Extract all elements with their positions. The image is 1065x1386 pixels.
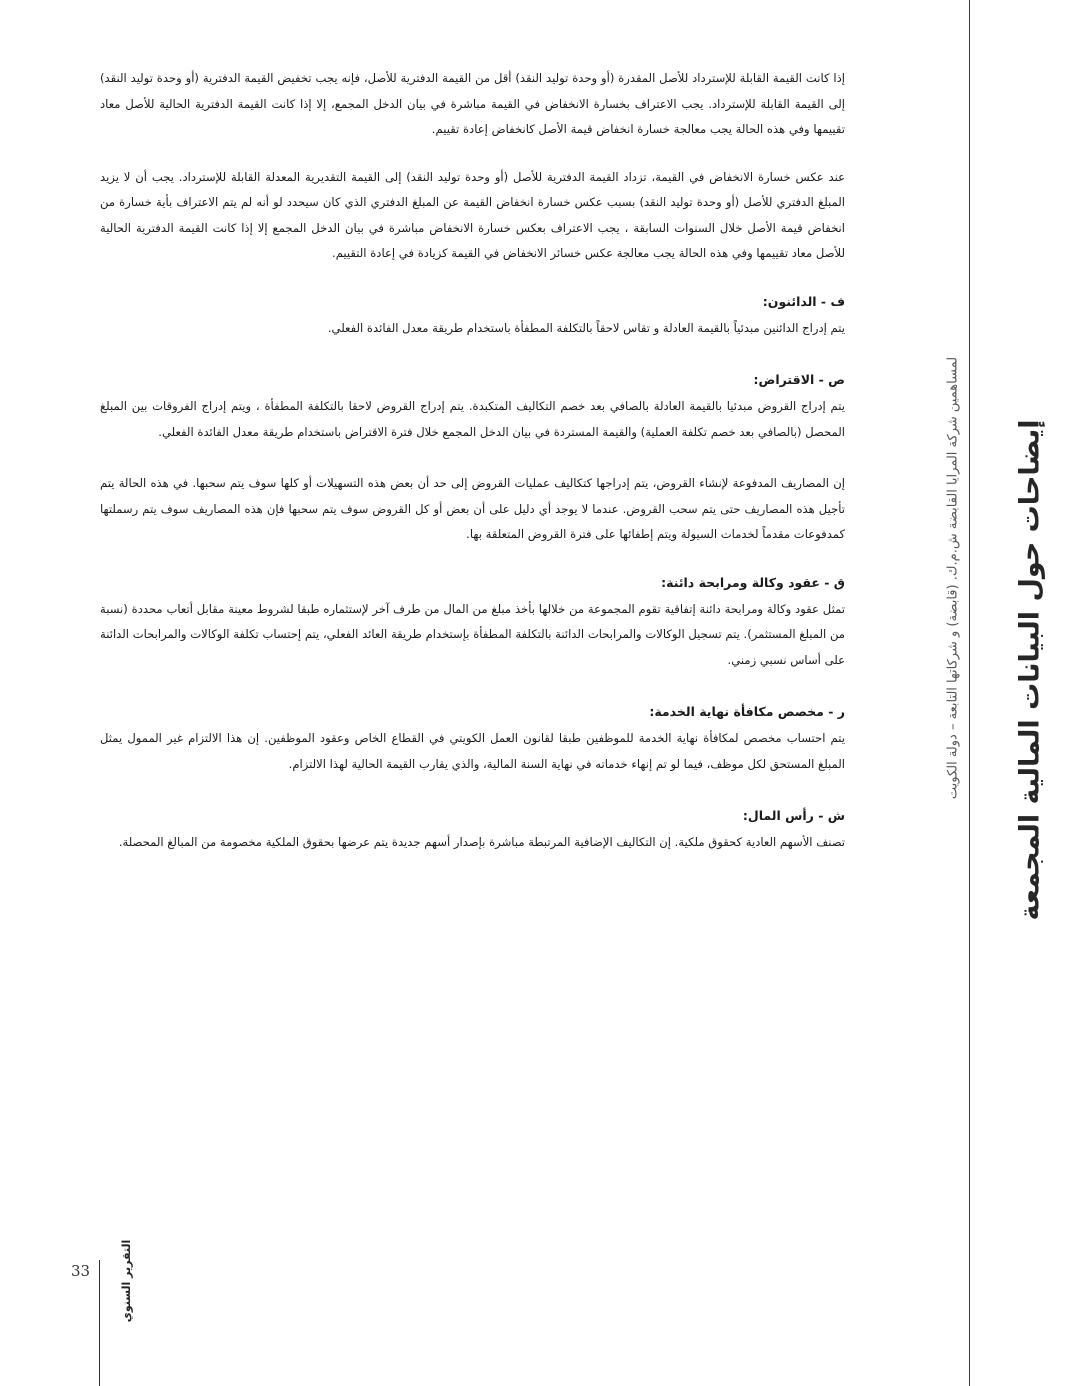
annual-report-label: التقرير السنوي	[120, 1239, 133, 1323]
paragraph: إن المصاريف المدفوعة لإنشاء القروض، يتم إدراجها كتكاليف عمليات القروض إلى حد أن بعض هذه التسهيلات أو كلها سوف يتم سحبها. في هذه الحالة يتم تأجيل هذه المصاريف حتى يتم سحب القروض. عندما لا يوجد أي دليل على أن بعض أو كل القروض سوف يتم سحبها فإن هذه المصاريف سوف يتم رسملتها كمدفوعات مقدماً لخدمات السيولة ويتم إطفائها على فترة القروض المتعلقة بها.	[100, 476, 845, 541]
paragraph: يتم إدراج الدائنين مبدئياً بالقيمة العادلة و تقاس لاحقاً بالتكلفة المطفأة باستخدام طريقة معدل الفائدة الفعلي.	[327, 320, 845, 335]
main-content	[100, 66, 845, 882]
section-heading: ف - الدائنون:	[762, 293, 845, 309]
paragraph: عند عكس خسارة الانخفاض في القيمة، تزداد القيمة الدفترية للأصل (أو وحدة توليد النقد) إلى القيمة التقديرية المعدلة القابلة للإسترداد. يجب أن لا يزيد المبلغ الدفتري للأصل (أو وحدة توليد النقد) بسبب عكس خسارة انخفاض القيمة عن المبلغ الدفتري الذي كان سيحدد لو أنه لم يتم الاعتراف بأية خسارة من انخفاض قيمة الأصل خلال السنوات السابقة ، يجب الاعتراف بعكس خسارة الانخفاض مباشرة في بيان الدخل المجمع إلا إذا كانت القيمة الدفترية الحالية للأصل معاد تقييمها وفي هذه الحالة يجب معالجة عكس خسائر الانخفاض في القيمة كزيادة في إعادة التقييم.	[100, 169, 845, 260]
side-title: إيضاحات حول البيانات المالية المجمعة	[1014, 419, 1046, 921]
paragraph: إذا كانت القيمة القابلة للإسترداد للأصل المقدرة (أو وحدة توليد النقد) أقل من القيمة الدفترية للأصل، فإنه يجب تخفيض القيمة الدفترية (أو وحدة توليد النقد) إلى القيمة القابلة للإسترداد. يجب الاعتراف بخسارة الانخفاض في القيمة مباشرة في بيان الدخل المجمع، إلا إذا كانت القيمة الدفترية الحالية للأصل معاد تقييمها وفي هذه الحالة يجب معالجة خسارة انخفاض قيمة الأصل كانخفاض إعادة تقييم.	[100, 71, 845, 136]
side-subtitle-band	[940, 0, 966, 1386]
paragraph: تصنف الأسهم العادية كحقوق ملكية. إن التكاليف الإضافية المرتبطة مباشرة بإصدار أسهم جديدة يتم عرضها بحقوق الملكية مخصومة من المبالغ المحصلة.	[118, 835, 845, 849]
section-heading: ش - رأس المال:	[742, 808, 845, 823]
section-wakala-murabaha	[100, 570, 845, 674]
section-borrowing	[100, 367, 845, 548]
section-impairment	[100, 66, 845, 267]
annual-report-logo	[110, 1239, 144, 1323]
side-title-band	[1000, 0, 1060, 1386]
section-end-of-service	[100, 699, 845, 777]
side-subtitle: لمساهمين شركة المرايا القابضة ش.م.ك. (قابضة) و شركاتها التابعة – دولة الكويت	[945, 356, 961, 800]
section-heading: ق - عقود وكالة ومرابحة دائنة:	[661, 574, 845, 590]
paragraph: يتم احتساب مخصص لمكافأة نهاية الخدمة للموظفين طبقا لقانون العمل الكويتي في القطاع الخاص وعقود الموظفين. إن هذا الالتزام غير الممول يمثل المبلغ المستحق لكل موظف، فيما لو تم إنهاء خدماته في نهاية السنة المالية، والذي يقارب القيمة الحالية لهذا الالتزام.	[100, 731, 845, 771]
section-creditors	[100, 289, 845, 342]
paragraph: يتم إدراج القروض مبدئيا بالقيمة العادلة بالصافي بعد خصم التكاليف المتكبدة. يتم إدراج القروض لاحقا بالتكلفة المطفأة ، ويتم إدراج الفروقات بين المبلغ المحصل (بالصافي بعد خصم تكلفة العملية) والقيمة المستردة في بيان الدخل المجمع خلال فترة الاقتراض باستخدام طريقة معدل الفائدة الفعلي.	[100, 399, 845, 439]
section-heading: ر - مخصص مكافأة نهاية الخدمة:	[649, 704, 845, 719]
paragraph: تمثل عقود وكالة ومرابحة دائنة إتفاقية تقوم المجموعة من خلالها بأخذ مبلغ من المال من طرف آخر لإستثماره طبقا لشروط معينة مقابل أتعاب محددة (نسبة من المبلغ المستثمر). يتم تسجيل الوكالات والمرابحات الدائنة بالتكلفة المطفأة بإستخدام طريقة العائد الفعلي، يتم إحتساب تكلفة الوكالات والمرابحات الدائنة على أساس نسبي زمني.	[100, 601, 845, 667]
page-number: 33	[71, 1262, 91, 1280]
section-share-capital	[100, 803, 845, 856]
footer-divider	[99, 1260, 100, 1386]
side-divider	[969, 0, 970, 1386]
section-heading: ص - الاقتراض:	[753, 372, 845, 387]
